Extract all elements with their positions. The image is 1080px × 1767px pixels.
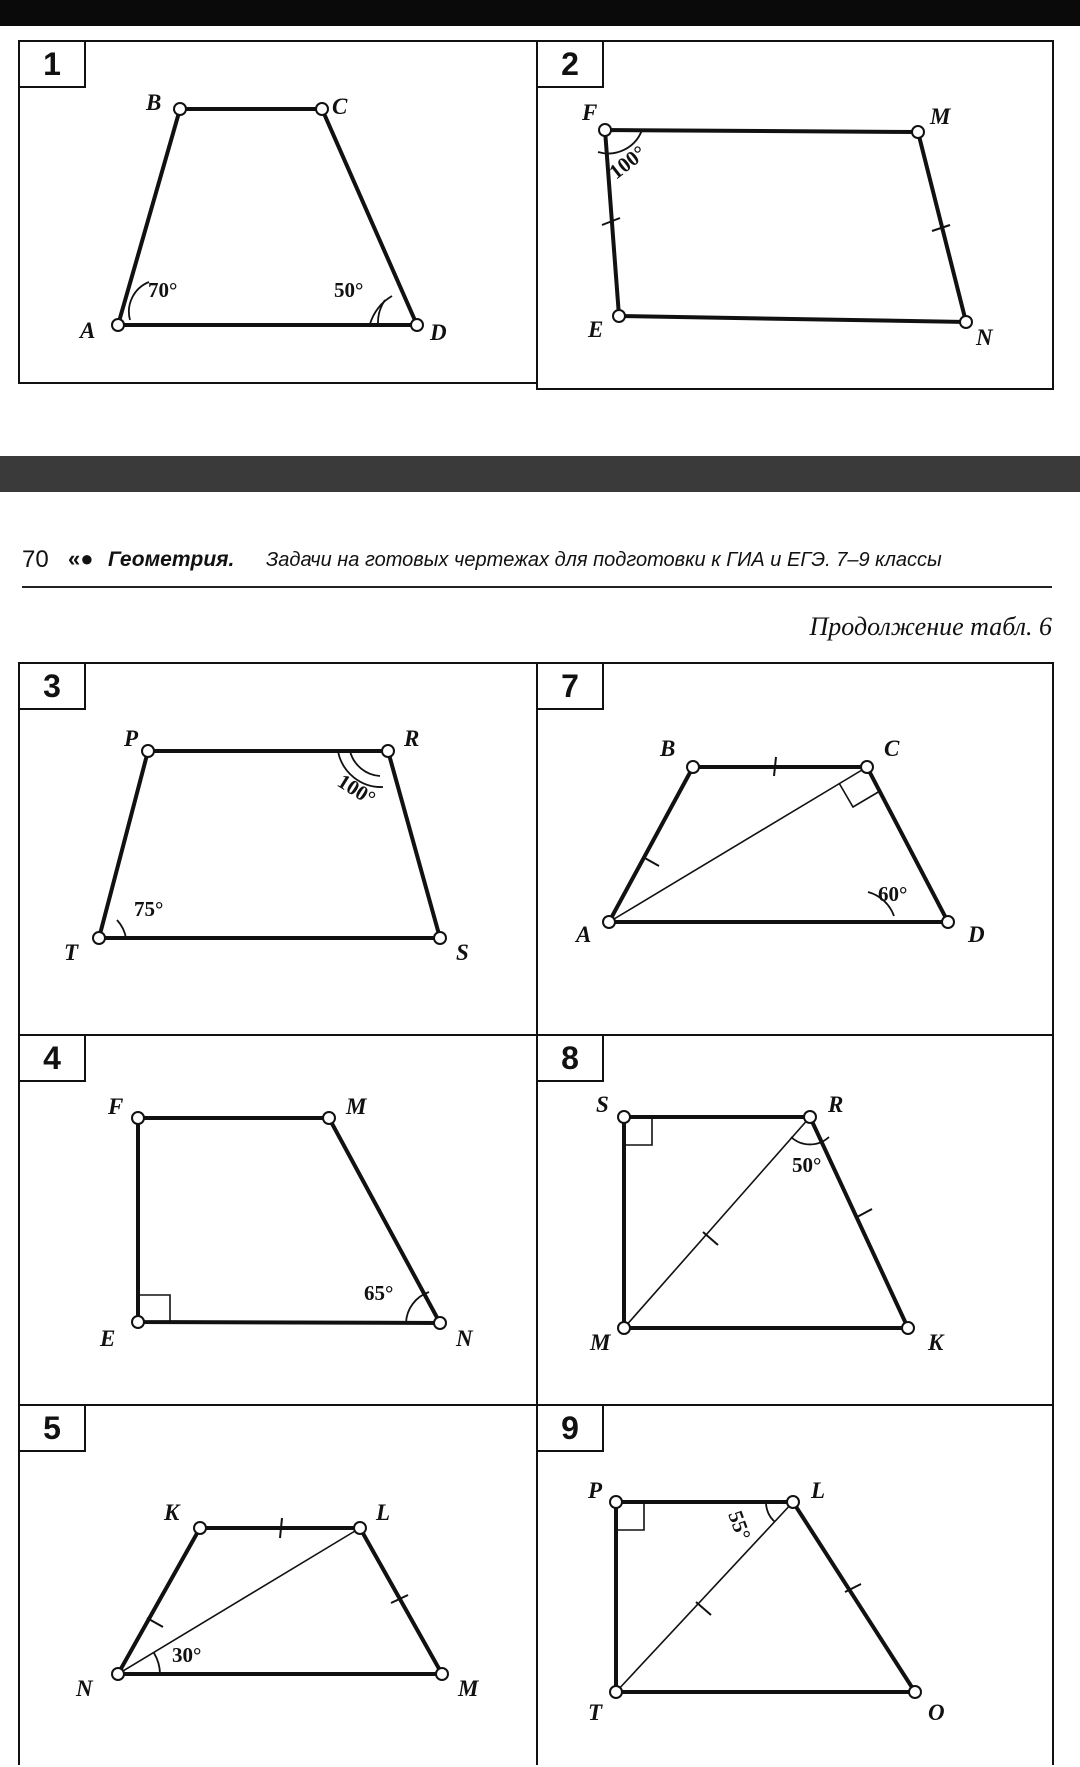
panel-number-9: 9: [538, 1406, 604, 1452]
figure-panel-8: [536, 1034, 1054, 1406]
panel-number-1: 1: [20, 42, 86, 88]
vertex-label-e: E: [100, 1326, 116, 1351]
trapezoid-prst-figure: [20, 664, 540, 1038]
vertex-label-b: B: [660, 736, 676, 761]
figure-panel-4: [18, 1034, 538, 1406]
vertex-label-m: M: [346, 1094, 367, 1119]
figure-panel-7: [536, 662, 1054, 1036]
book-title: Геометрия.: [108, 548, 235, 571]
vertex-label-s: S: [596, 1092, 609, 1117]
angle-label-t: 75°: [134, 897, 164, 921]
panel-number-3: 3: [20, 664, 86, 710]
vertex-label-m: M: [930, 104, 951, 129]
vertex-label-p: P: [124, 726, 139, 751]
page-header: [22, 546, 1052, 588]
vertex-label-b: B: [146, 90, 162, 115]
vertex-label-k: K: [928, 1330, 944, 1355]
angle-label-n: 30°: [172, 1643, 202, 1667]
trapezoid-abcd-figure: [20, 42, 540, 386]
angle-label-f: 100°: [604, 140, 651, 184]
panel-number-2: 2: [538, 42, 604, 88]
vertex-label-d: D: [968, 922, 985, 947]
vertex-label-l: L: [811, 1478, 826, 1503]
vertex-label-a: A: [80, 318, 96, 343]
angle-label-r: 100°: [333, 768, 380, 811]
right-trapezoid-srkm-figure: [538, 1036, 1056, 1408]
vertex-label-o: O: [928, 1700, 945, 1725]
vertex-label-c: C: [332, 94, 348, 119]
figure-panel-1: [18, 40, 538, 384]
page-divider-band: [0, 456, 1080, 492]
figure-panel-5: [18, 1404, 538, 1765]
vertex-label-f: F: [108, 1094, 124, 1119]
vertex-label-n: N: [456, 1326, 473, 1351]
panel-number-4: 4: [20, 1036, 86, 1082]
vertex-label-t: T: [64, 940, 79, 965]
vertex-label-e: E: [588, 317, 604, 342]
top-black-bar: [0, 0, 1080, 26]
vertex-label-n: N: [976, 325, 993, 350]
vertex-label-l: L: [376, 1500, 391, 1525]
trapezoid-femn-figure: [538, 42, 1056, 392]
page-number: 70: [22, 546, 49, 573]
vertex-label-t: T: [588, 1700, 603, 1725]
vertex-label-d: D: [430, 320, 447, 345]
book-subtitle: Задачи на готовых чертежах для подготовки к ГИА и ЕГЭ. 7–9 классы: [266, 549, 942, 571]
vertex-label-r: R: [404, 726, 420, 751]
angle-label-d: 50°: [334, 278, 364, 302]
panel-number-8: 8: [538, 1036, 604, 1082]
angle-label-l: 55°: [723, 1507, 756, 1544]
vertex-label-r: R: [828, 1092, 844, 1117]
angle-label-r: 50°: [792, 1153, 822, 1177]
right-trapezoid-femn-figure: [20, 1036, 540, 1408]
angle-label-a: 70°: [148, 278, 178, 302]
vertex-label-s: S: [456, 940, 469, 965]
table-continuation-label: Продолжение табл. 6: [809, 612, 1052, 641]
figure-panel-9: [536, 1404, 1054, 1765]
trapezoid-abcd-diagonal-figure: [538, 664, 1056, 1038]
vertex-label-a: A: [576, 922, 592, 947]
panel-number-5: 5: [20, 1406, 86, 1452]
publisher-logo-icon: «●: [68, 546, 94, 571]
vertex-label-p: P: [588, 1478, 603, 1503]
vertex-label-k: K: [164, 1500, 180, 1525]
angle-label-d: 60°: [878, 882, 908, 906]
angle-label-n: 65°: [364, 1281, 394, 1305]
figure-panel-2: [536, 40, 1054, 390]
vertex-label-c: C: [884, 736, 900, 761]
vertex-label-m: M: [458, 1676, 479, 1701]
right-trapezoid-plot-figure: [538, 1406, 1056, 1767]
panel-number-7: 7: [538, 664, 604, 710]
trapezoid-klmn-diagonal-figure: [20, 1406, 540, 1767]
figure-panel-3: [18, 662, 538, 1036]
vertex-label-m: M: [590, 1330, 611, 1355]
vertex-label-n: N: [76, 1676, 93, 1701]
vertex-label-f: F: [582, 100, 598, 125]
